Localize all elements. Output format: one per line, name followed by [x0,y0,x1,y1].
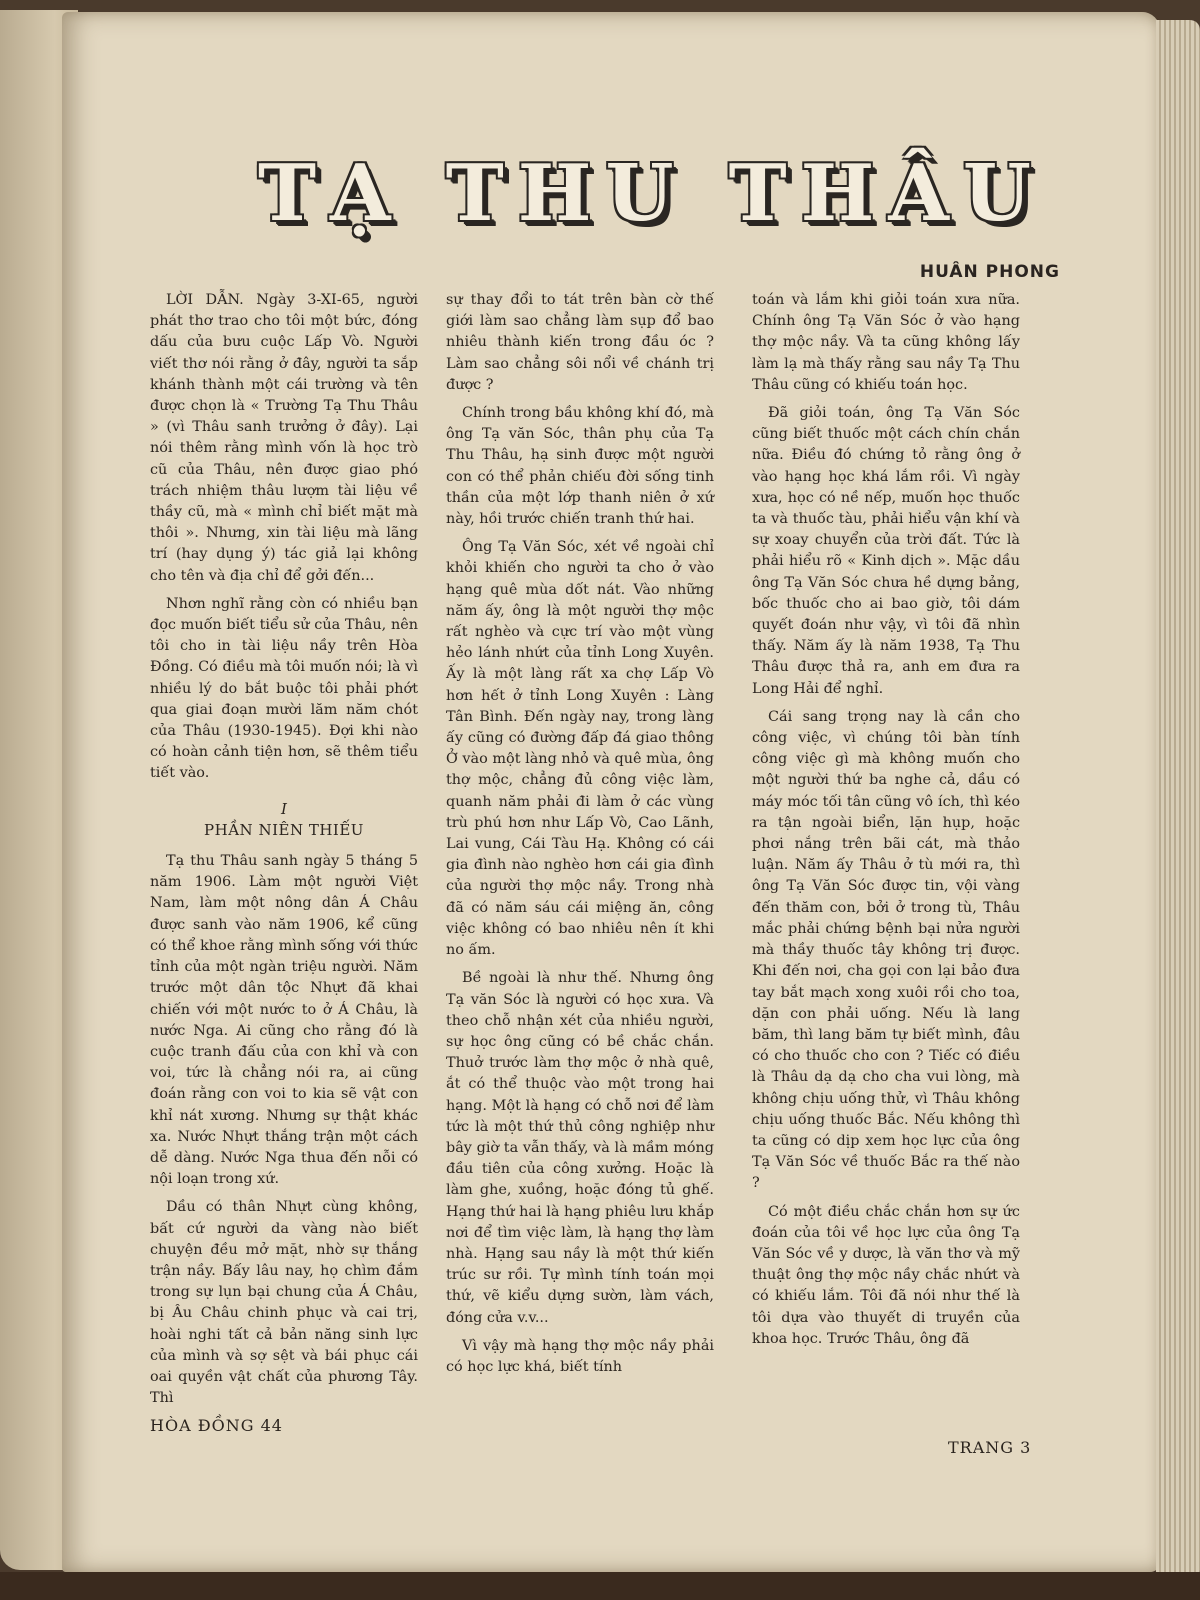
paragraph: Dầu có thân Nhựt cùng không, bất cứ người da vàng nào biết chuyện đều mở mặt, nhờ sự thắng trận nầy. Bấy lâu nay, họ chìm đắm trong sự lụn bại chung của Á Châu, bị Âu Châu chinh phục và cai trị, hoài nghi tất cả bản năng sinh lực của mình và sợ sệt và bái phục cái oai quyền vật chất của phương Tây. Thì [150,1199,418,1407]
page-number-footer: TRANG 3 [948,1438,1032,1457]
page-stack-edge [1156,20,1200,1580]
article-author: HUÂN PHONG [919,262,1060,282]
magazine-issue-footer: HÒA ĐỒNG 44 [150,1416,283,1435]
text-column-3 [752,290,1020,1357]
intro-paragraph: LỜI DẪN. Ngày 3-XI-65, người phát thơ trao cho tôi một bức, đóng dấu của bưu cuộc Lấp Vò. Người viết thơ nói rằng ở đây, người ta sắp khánh thành một cái trường và tên được chọn là « Trường Tạ Thu Thâu » (vì Thâu sanh trưởng ở đây). Lại nói thêm rằng mình vốn là học trò cũ của Thâu, nên được giao phó trách nhiệm thâu lượm tài liệu về thầy cũ, mà « mình chỉ biết mặt mà thôi ». Nhưng, xin tài liệu mà lãng trí (hay dụng ý) tác giả lại không cho tên và địa chỉ để gởi đến... [150,292,418,584]
article-title: TẠ THU THÂU [258,148,1045,239]
text-column-2 [446,290,714,1385]
paragraph: Bề ngoài là như thế. Nhưng ông Tạ văn Sóc là người có học xưa. Và theo chỗ nhận xét của nhiều người, sự học ông cũng có bề chắc chắn. Thuở trước làm thợ mộc ở nhà quê, ắt có thể thuộc vào một trong hai hạng. Một là hạng có chỗ nơi để làm tức là một thứ thủ công nghiệp như bây giờ ta vẫn thấy, và là mầm móng đầu tiên của công xưởng. Hoặc là làm ghe, xuồng, hoặc đóng tủ ghế. Hạng thứ hai là hạng phiêu lưu khắp nơi để tìm việc làm, là hạng thợ làm nhà. Hạng sau nầy là một thứ kiến trúc sư rồi. Tự mình tính toán mọi thứ, vẽ kiểu dựng sườn, làm vách, đóng cửa v.v... [446,970,714,1326]
paragraph: Nhơn nghĩ rằng còn có nhiều bạn đọc muốn biết tiểu sử của Thâu, nên tôi cho in tài liệu nầy trên Hòa Đồng. Có điều mà tôi muốn nói; là vì nhiều lý do bắt buộc tôi phải phớt qua giai đoạn mười lăm năm chót của Thâu (1930-1945). Đợi khi nào có hoàn cảnh tiện hơn, sẽ thêm tiểu tiết vào. [150,595,418,782]
paragraph-continued: sự thay đổi to tát trên bàn cờ thế giới làm sao chẳng làm sụp đổ bao nhiêu thành kiến trong đầu óc ? Làm sao chẳng sôi nổi về chánh trị được ? [446,292,714,393]
paragraph: Cái sang trọng nay là cần cho công việc, vì chúng tôi bàn tính công việc gì mà không muốn cho một người thứ ba nghe cả, dầu có máy móc tối tân cũng vô ích, thì kéo ra tận ngoài biển, lặn hụp, hoặc phơi nắng trên bãi cát, mà thảo luận. Năm ấy Thâu ở tù mới ra, thì ông Tạ Văn Sóc được tin, vội vàng đến thăm con, bởi ở trong tù, Thâu mắc phải chứng bệnh bại nửa người mà thầy thuốc tây không trị được. Khi đến nơi, cha gọi con lại bảo đưa tay bắt mạch xong xuôi rồi cho toa, dặn con phải uống. Nếu là lang băm, thì lang băm tự biết mình, đâu có cho thuốc cho con ? Tiếc có điều là Thâu dạ dạ cho cha vui lòng, mà không chịu uống thử, vì Thâu không chịu uống thuốc Bắc. Nếu không thì ta cũng có dịp xem học lực của ông Tạ Văn Sóc về thuốc Bắc ra thế nào ? [752,708,1020,1192]
paragraph: Ông Tạ Văn Sóc, xét về ngoài chỉ khỏi khiến cho người ta cho ở vào hạng quê mùa dốt nát. Vào những năm ấy, ông là một người thợ mộc rất nghèo và cực trí vào một vùng hẻo lánh nhứt của tỉnh Long Xuyên. Ấy là một làng rất xa chợ Lấp Vò hơn hết ở tỉnh Long Xuyên : Làng Tân Bình. Đến ngày nay, trong làng ấy cũng có đường đấp đá giao thông Ở vào một làng nhỏ và quê mùa, ông thợ mộc, chẳng đủ công việc làm, quanh năm phải đi làm ở các vùng trù phú hơn như Lấp Vò, Cao Lãnh, Lai vung, Cái Tàu Hạ. Không có cái gia đình nào nghèo hơn cái gia đình của người thợ mộc nầy. Trong nhà đã có năm sáu cái miệng ăn, công việc không có bao nhiêu nên ít khi no ấm. [446,539,714,959]
paragraph: Tạ thu Thâu sanh ngày 5 tháng 5 năm 1906. Làm một người Việt Nam, làm một nông dân Á Châu được sanh vào năm 1906, kể cũng có thể khoe rằng mình sống với thức tỉnh của một ngàn triệu người. Năm trước một dân tộc Nhựt đã khai chiến với một nước to ở Á Châu, là nước Nga. Ai cũng cho rằng đó là cuộc tranh đấu của con khỉ và con voi, tức là chẳng nói ra, ai cũng đoán rằng con voi to kia sẽ vật con khỉ nát xương. Nhưng sự thật khác xa. Nước Nhựt thắng trận một cách dễ dàng. Nước Nga thua đến nỗi có nội loạn trong xứ. [150,853,418,1188]
paragraph: Chính trong bầu không khí đó, mà ông Tạ văn Sóc, thân phụ của Tạ Thu Thâu, hạ sinh được một người con có thể phản chiếu đời sống tinh thần của một lớp thanh niên ở xứ này, hồi trước chiến tranh thứ hai. [446,405,714,528]
paragraph: Đã giỏi toán, ông Tạ Văn Sóc cũng biết thuốc một cách chín chắn nữa. Điều đó chứng tỏ rằng ông ở vào hạng học khá lắm rồi. Vì ngày xưa, học có nề nếp, muốn học thuốc ta và thuốc tàu, phải hiểu vận khí và sự xoay chuyển của trời đất. Tức là phải hiểu rõ « Kinh dịch ». Mặc dầu ông Tạ Văn Sóc chưa hề dựng bảng, bốc thuốc cho ai bao giờ, tôi dám quyết đoán như vậy, vì tôi đã nhìn thấy. Năm ấy là năm 1938, Tạ Thu Thâu được thả ra, anh em đưa ra Long Hải để nghỉ. [752,405,1020,697]
paragraph-continued: toán và lắm khi giỏi toán xưa nữa. Chính ông Tạ Văn Sóc ở vào hạng thợ mộc nầy. Và ta cũng không lấy làm lạ mà thấy rằng sau nầy Tạ Thu Thâu cũng có khiếu toán học. [752,292,1020,393]
paragraph: Vì vậy mà hạng thợ mộc nầy phải có học lực khá, biết tính [446,1337,714,1375]
paragraph: Có một điều chắc chắn hơn sự ức đoán của tôi về học lực của ông Tạ Văn Sóc về y dược, là văn thơ và mỹ thuật ông thợ mộc nầy chắc nhứt và có khiếu lắm. Tôi đã nói như thế là tôi dựa vào thuyết di truyền của khoa học. Trước Thâu, ông đã [752,1203,1020,1347]
section-number: I [281,799,287,818]
section-heading: PHẦN NIÊN THIẾU [204,820,364,839]
text-column-1 [150,290,418,1416]
table-surface [0,1572,1200,1600]
